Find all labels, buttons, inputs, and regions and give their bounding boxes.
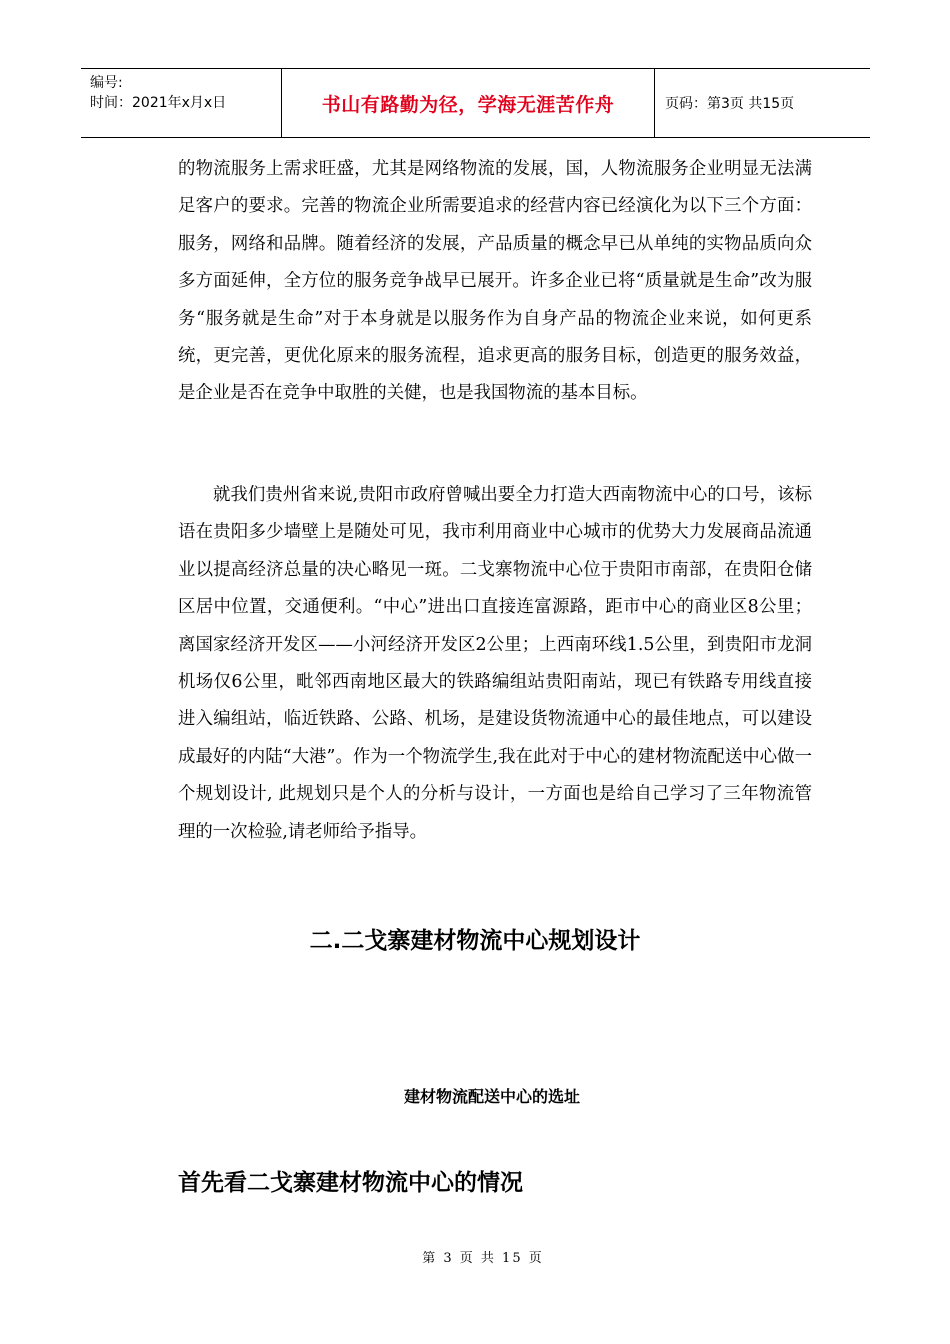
body-paragraph-2: 就我们贵州省来说,贵阳市政府曾喊出要全力打造大西南物流中心的口号，该标语在贵阳多少墙壁上是随处可见，我市利用商业中心城市的优势大力发展商品流通业以提高经济总量的决心略见一斑。二戈寨物流中心位于贵阳市南部，在贵阳仓储区居中位置，交通便利。“中心”进出口直接连富源路，距市中心的商业区8公里；离国家经济开发区——小河经济开发区2公里；上西南环线1.5公里，到贵阳市龙洞机场仅6公里，毗邻西南地区最大的铁路编组站贵阳南站，现已有铁路专用线直接进入编组站，临近铁路、公路、机场，是建设货物流通中心的最佳地点，可以建设成最好的内陆“大港”。作为一个物流学生,我在此对于中心的建材物流配送中心做一个规划设计, 此规划只是个人的分析与设计，一方面也是给自己学习了三年物流管理的一次检验,请老师给予指导。	[178, 485, 812, 842]
body-paragraph-1: 的物流服务上需求旺盛，尤其是网络物流的发展，国，人物流服务企业明显无法满足客户的要求。完善的物流企业所需要追求的经营内容已经演化为以下三个方面：服务，网络和品牌。随着经济的发展，产品质量的概念早已从单纯的实物品质向众多方面延伸，全方位的服务竞争战早已展开。许多企业已将“质量就是生命”改为服务“服务就是生命”对于本身就是以服务作为自身产品的物流企业来说，如何更系统，更完善，更优化原来的服务流程，追求更高的服务目标，创造更的服务效益，是企业是否在竞争中取胜的关健，也是我国物流的基本目标。	[178, 159, 812, 404]
section-heading: 二.二戈寨建材物流中心规划设计	[309, 928, 641, 954]
header-page-info: 页码：第3页 共15页	[665, 96, 795, 112]
header-motto: 书山有路勤为径，学海无涯苦作舟	[282, 69, 655, 137]
page-header-table	[81, 68, 870, 138]
subsection-heading: 建材物流配送中心的选址	[403, 1087, 580, 1106]
document-time-label: 时间：2021年x月x日	[90, 95, 227, 111]
subsubsection-heading: 首先看二戈寨建材物流中心的情况	[178, 1170, 523, 1196]
document-number-label: 编号:	[90, 75, 123, 91]
page-footer: 第 3 页 共 15 页	[422, 1251, 544, 1266]
header-left-cell	[81, 69, 282, 137]
